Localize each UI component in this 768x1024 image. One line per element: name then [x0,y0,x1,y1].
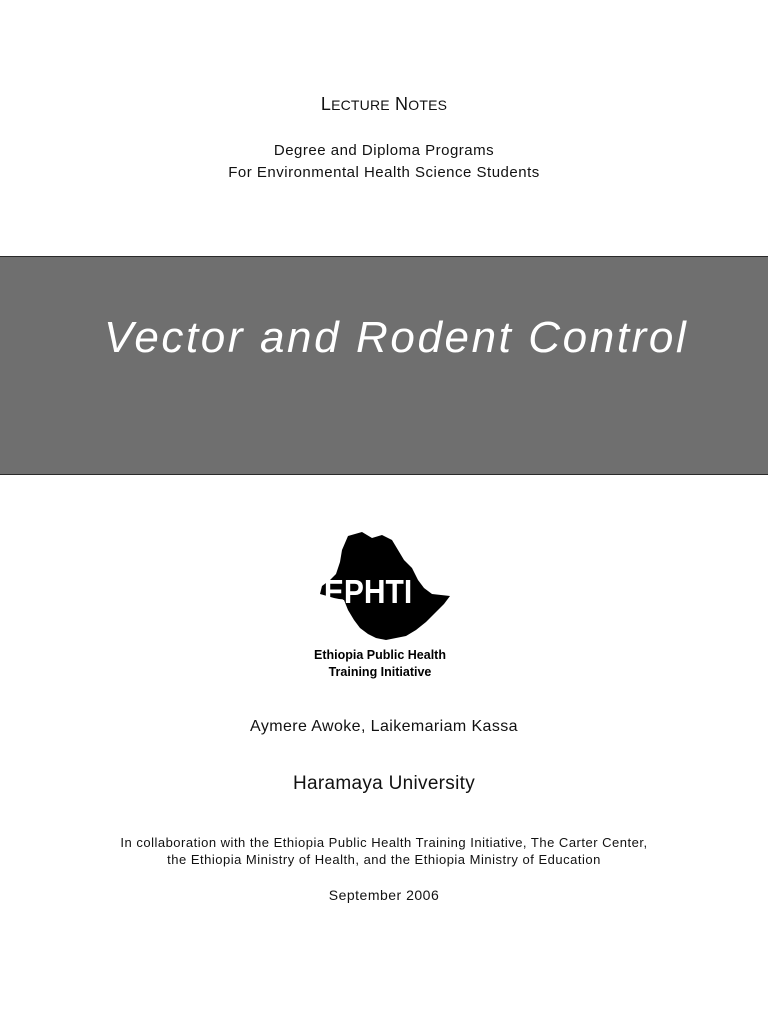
authors: Aymere Awoke, Laikemariam Kassa [250,718,518,735]
collaboration-line-1: In collaboration with the Ethiopia Public Health Training Initiative, The Carter Center, [120,835,648,850]
title-band [0,256,768,475]
lecture-rest: ECTURE [331,97,390,113]
notes-initial: N [395,94,409,114]
programs-line-1: Degree and Diploma Programs [273,142,495,159]
collaboration-line-2: the Ethiopia Ministry of Health, and the Ethiopia Ministry of Education [167,852,601,867]
collaboration-note [0,834,768,868]
ephti-logo [312,530,456,680]
ephti-acronym: EPHTI [323,572,413,611]
lecture-initial: L [320,94,332,114]
programs-block [0,140,768,184]
university: Haramaya University [292,773,476,794]
programs-line-2: For Environmental Health Science Students [228,164,540,181]
logo-name-line-1: Ethiopia Public Health [314,648,446,662]
publication-date: September 2006 [328,887,440,903]
logo-name-line-2: Training Initiative [328,665,432,679]
lecture-notes-heading [0,94,768,115]
notes-rest: OTES [408,97,448,113]
document-title: Vector and Rodent Control [104,313,689,362]
